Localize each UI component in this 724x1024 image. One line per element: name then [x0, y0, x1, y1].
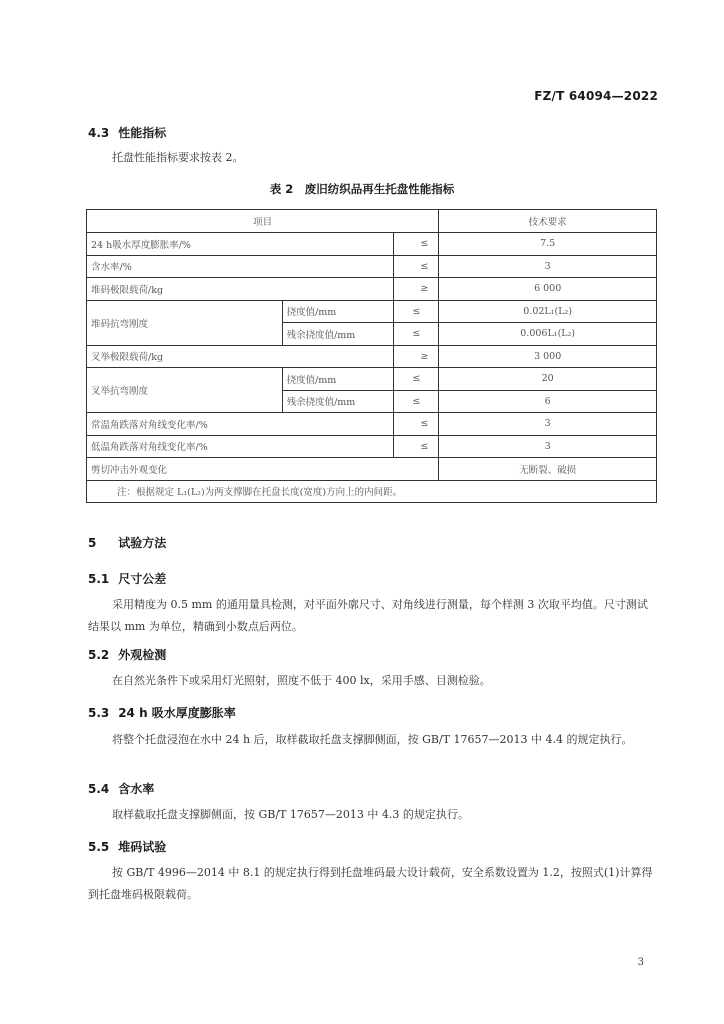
row-value: 0.02L₁(L₂) — [439, 300, 657, 323]
row-symbol: ≤ — [394, 255, 439, 278]
row-value: 3 — [439, 413, 657, 436]
table-note-row — [87, 480, 657, 503]
section-heading-5-2 — [88, 646, 166, 663]
section-heading-4-3 — [88, 124, 166, 141]
header-requirement: 技术要求 — [439, 210, 657, 233]
section-5-2-body: 在自然光条件下或采用灯光照射，照度不低于 400 lx，采用手感、目测检验。 — [112, 674, 491, 687]
row-item: 堆码抗弯刚度 — [87, 300, 283, 345]
row-symbol: ≤ — [394, 435, 439, 458]
section-title: 尺寸公差 — [118, 572, 167, 586]
table-row — [87, 368, 657, 391]
table-header-row — [87, 210, 657, 233]
section-4-3-body: 托盘性能指标要求按表 2。 — [112, 151, 244, 164]
row-value: 20 — [439, 368, 657, 391]
row-value: 0.006L₁(L₂) — [439, 323, 657, 346]
section-number: 5.3 — [88, 706, 110, 720]
row-symbol: ≤ — [394, 413, 439, 436]
row-value: 3 — [439, 255, 657, 278]
row-value: 6 — [439, 390, 657, 413]
section-title: 24 h 吸水厚度膨胀率 — [118, 706, 236, 720]
row-subitem: 残余挠度值/mm — [282, 323, 394, 346]
table-row — [87, 458, 657, 481]
section-heading-5-5 — [88, 838, 166, 855]
table-row — [87, 233, 657, 256]
section-heading-5-3 — [88, 704, 236, 721]
section-number: 5.2 — [88, 648, 110, 662]
row-symbol: ≤ — [394, 300, 439, 323]
table-row — [87, 435, 657, 458]
header-item: 项目 — [87, 210, 439, 233]
row-value: 无断裂、破损 — [439, 458, 657, 481]
section-heading-5 — [88, 534, 166, 551]
section-5-4-body: 取样截取托盘支撑脚侧面，按 GB/T 17657—2013 中 4.3 的规定执行。 — [112, 808, 469, 821]
table-note: 注：根据规定 L₁(L₂)为两支撑脚在托盘长度(宽度)方向上的内间距。 — [87, 480, 657, 503]
table-title: 表 2 废旧纺织品再生托盘性能指标 — [269, 182, 455, 196]
standard-code: FZ/T 64094—2022 — [534, 89, 658, 103]
row-value: 3 000 — [439, 345, 657, 368]
row-value: 6 000 — [439, 278, 657, 301]
section-heading-5-1 — [88, 570, 166, 587]
section-number: 4.3 — [88, 126, 110, 140]
row-item: 剪切冲击外观变化 — [87, 458, 439, 481]
table-row — [87, 278, 657, 301]
page-number: 3 — [637, 957, 644, 968]
row-value: 3 — [439, 435, 657, 458]
section-number: 5.1 — [88, 572, 110, 586]
table-row — [87, 255, 657, 278]
section-number: 5.4 — [88, 782, 110, 796]
section-5-3-body: 将整个托盘浸泡在水中 24 h 后，取样截取托盘支撑脚侧面，按 GB/T 17657—2013 中 4.4 的规定执行。 — [112, 733, 633, 746]
row-item: 叉举抗弯刚度 — [87, 368, 283, 413]
row-symbol: ≤ — [394, 233, 439, 256]
table-row — [87, 345, 657, 368]
section-number: 5.5 — [88, 840, 110, 854]
section-5-5-body: 按 GB/T 4996—2014 中 8.1 的规定执行得到托盘堆码最大设计载荷，安全系数设置为 1.2，按照式(1)计算得到托盘堆码极限载荷。 — [88, 866, 653, 901]
row-item: 堆码极限载荷/kg — [87, 278, 394, 301]
section-5-1-body: 采用精度为 0.5 mm 的通用量具检测，对平面外廓尺寸、对角线进行测量，每个样测 3 次取平均值。尺寸测试结果以 mm 为单位，精确到小数点后两位。 — [88, 598, 648, 633]
row-symbol: ≥ — [394, 345, 439, 368]
row-subitem: 残余挠度值/mm — [282, 390, 394, 413]
row-symbol: ≥ — [394, 278, 439, 301]
section-title: 含水率 — [118, 782, 155, 796]
performance-table — [86, 209, 657, 503]
section-number: 5 — [88, 536, 97, 550]
row-symbol: ≤ — [394, 368, 439, 391]
row-item: 含水率/% — [87, 255, 394, 278]
table-row — [87, 300, 657, 323]
row-symbol: ≤ — [394, 323, 439, 346]
row-item: 常温角跌落对角线变化率/% — [87, 413, 394, 436]
row-subitem: 挠度值/mm — [282, 300, 394, 323]
row-item: 低温角跌落对角线变化率/% — [87, 435, 394, 458]
table-row — [87, 413, 657, 436]
row-item: 24 h吸水厚度膨胀率/% — [87, 233, 394, 256]
section-title: 试验方法 — [118, 536, 167, 550]
row-symbol: ≤ — [394, 390, 439, 413]
section-title: 性能指标 — [118, 126, 167, 140]
row-value: 7.5 — [439, 233, 657, 256]
section-title: 堆码试验 — [118, 840, 167, 854]
row-item: 叉举极限载荷/kg — [87, 345, 394, 368]
row-subitem: 挠度值/mm — [282, 368, 394, 391]
section-heading-5-4 — [88, 780, 154, 797]
section-title: 外观检测 — [118, 648, 167, 662]
